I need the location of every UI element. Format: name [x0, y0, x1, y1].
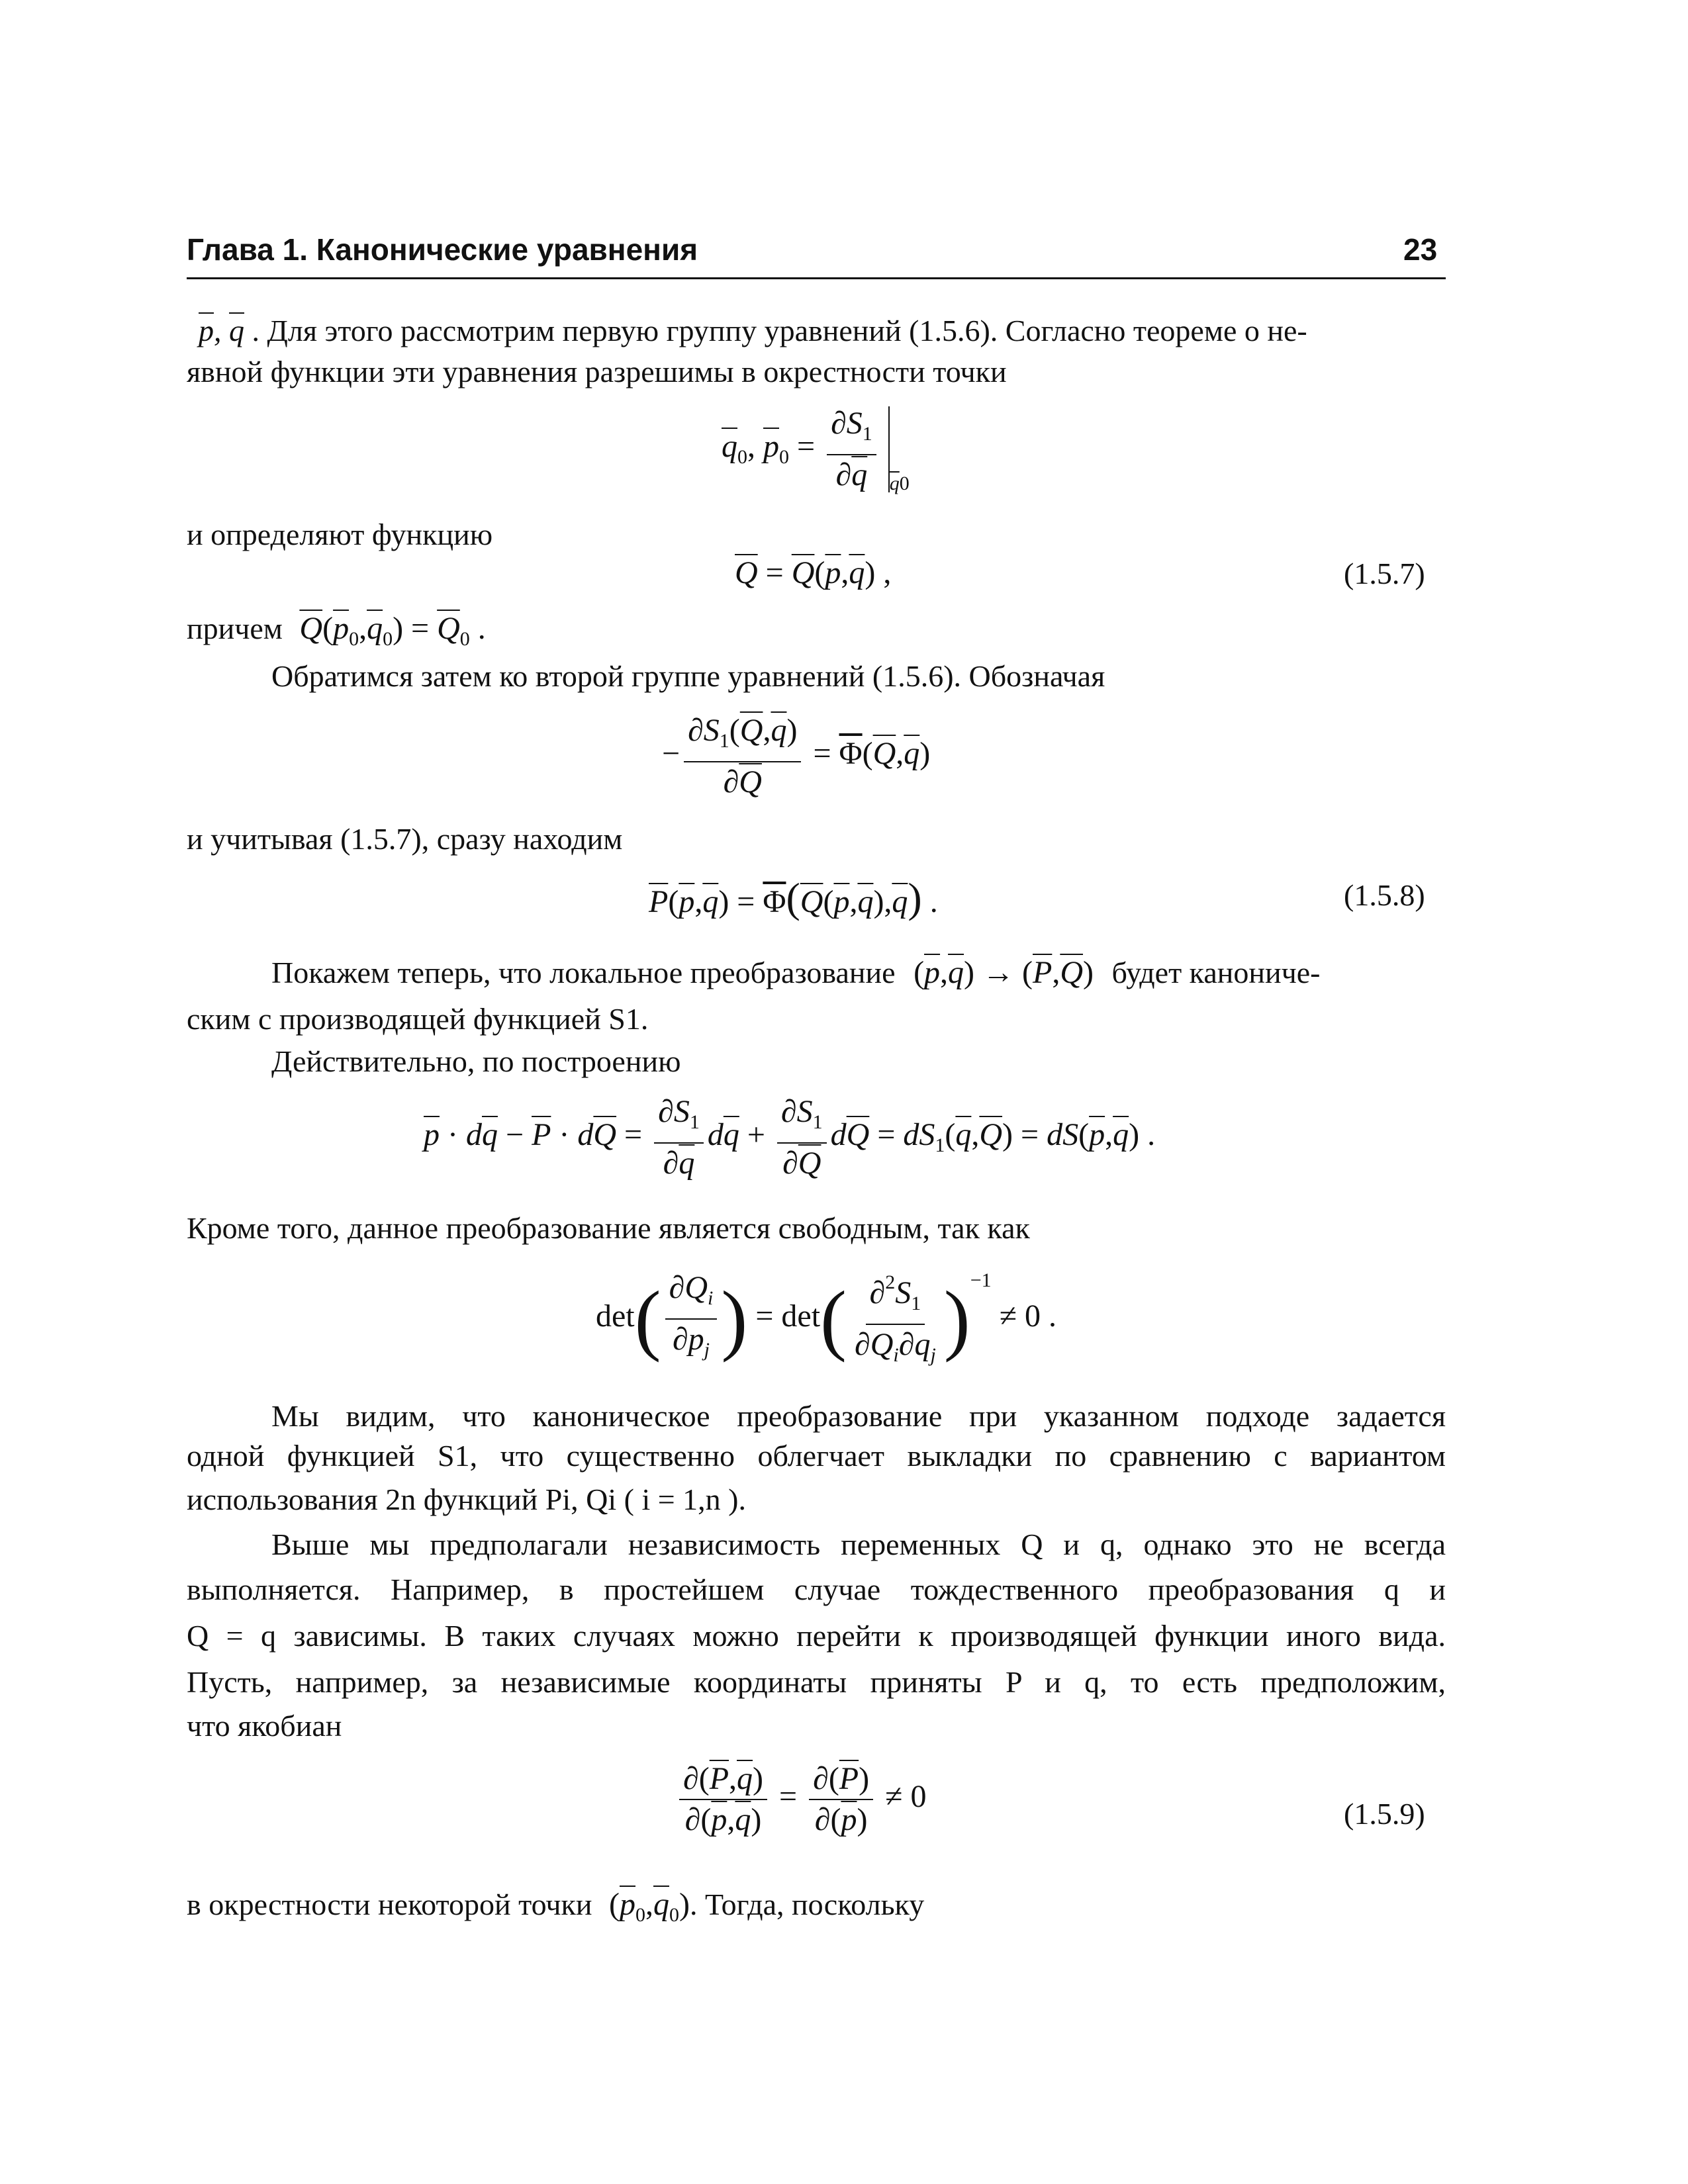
vars-p-q: $\overline{p}$, $\overline{q}$: [199, 314, 244, 347]
paragraph-line-19: в окрестности некоторой точки $(\overline{p}_0,\overline{q}_0)$. Тогда, поскольку: [187, 1887, 925, 1926]
paragraph-line-9: Действительно, по построению: [271, 1044, 681, 1078]
line-4-prefix: причем: [187, 612, 283, 645]
line-19-b: . Тогда, поскольку: [689, 1888, 925, 1921]
line-7-a: Покажем теперь, что локальное преобразование: [271, 956, 896, 989]
paragraph-line-16: Q = q зависимы. В таких случаях можно перейти к производящей функции иного вида.: [187, 1619, 1446, 1653]
equation-1-5-9: $\frac{\partial(\overline{P},\overline{q})}{\partial(\overline{p},\overline{q})}$ = $\frac{\partial(\overline{P})}{\partial(\overline{p})}$ ≠ 0: [675, 1760, 926, 1839]
paragraph-line-3: и определяют функцию: [187, 518, 493, 551]
equation-point: $\overline{q}_0$, $\overline{p}_0$ = $\frac{\partial S_1}{\partial\overline{q}}$ $_{\overline{q}0}$: [722, 406, 910, 495]
line-11-text: Мы видим, что каноническое преобразование при указанном подходе задается: [271, 1399, 1446, 1433]
chapter-title: Глава 1. Канонические уравнения: [187, 232, 698, 267]
equation-det: det( $\frac{\partial Q_i}{\partial p_j}$ ) = det( $\frac{\partial^2S_1}{\partial Q_i\partial q_j}$ )$^{-1}$ ≠ 0 .: [596, 1264, 1056, 1374]
line-19-a: в окрестности некоторой точки: [187, 1888, 592, 1921]
line-7-b: будет канониче-: [1111, 956, 1321, 989]
paragraph-line-5: Обратимся затем ко второй группе уравнений (1.5.6). Обозначая: [271, 659, 1105, 693]
paragraph-line-7: Покажем теперь, что локальное преобразование $(\overline{p},\overline{q}) \to (\overline{P},\overline{Q})$ будет канониче-: [271, 955, 1321, 990]
paragraph-line-17: Пусть, например, за независимые координаты приняты P и q, то есть предположим,: [187, 1665, 1446, 1699]
paragraph-line-14: [187, 1525, 1446, 1565]
line-14-text: Выше мы предполагали независимость переменных Q и q, однако это не всегда: [271, 1527, 1446, 1561]
paragraph-line-1: [199, 311, 1446, 351]
paragraph-line-12: одной функцией S1, что существенно облегчает выкладки по сравнению с вариантом: [187, 1439, 1446, 1473]
paragraph-line-10: Кроме того, данное преобразование является свободным, так как: [187, 1211, 1030, 1245]
equation-1-5-8: $\overline{P}(\overline{p},\overline{q}) = \overline{\Phi}(\overline{Q}(\overline{p},\overline{q}),\overline{q})$ .: [649, 874, 938, 921]
equation-number-1-5-9: (1.5.9): [1344, 1797, 1425, 1831]
paragraph-line-13: использования 2n функций Pi, Qi ( i = 1,n ).: [187, 1482, 747, 1516]
paragraph-line-2: явной функции эти уравнения разрешимы в окрестности точки: [187, 355, 1007, 388]
page-number: 23: [1403, 232, 1438, 267]
header-rule: [187, 277, 1446, 279]
equation-number-1-5-7: (1.5.7): [1344, 557, 1425, 590]
equation-differential: $\overline{p} \cdot d\overline{q} - \overline{P} \cdot d\overline{Q}$ = $\frac{\partial S_1}{\partial\overline{q}}$ $d\overline{q}$ + $\frac{\partial S_1}{\partial\overline{Q}}$ $d\overline{Q} = dS_1(\overline{q},\overline{Q}) = dS(\overline{p},\overline{q})$ .: [424, 1094, 1156, 1181]
paragraph-line-18: что якобиан: [187, 1709, 342, 1743]
paragraph-line-6: и учитывая (1.5.7), сразу находим: [187, 822, 623, 856]
line-1-text: . Для этого рассмотрим первую группу уравнений (1.5.6). Согласно теореме о не-: [252, 314, 1307, 347]
paragraph-line-11: [187, 1396, 1446, 1436]
equation-number-1-5-8: (1.5.8): [1344, 878, 1425, 912]
paragraph-line-15: выполняется. Например, в простейшем случае тождественного преобразования q и: [187, 1572, 1446, 1606]
equation-1-5-7: $\overline{Q} = \overline{Q}(\overline{p},\overline{q})$ ,: [735, 555, 892, 590]
paragraph-line-8: ским с производящей функцией S1.: [187, 1002, 649, 1036]
paragraph-line-4: причем $\overline{Q}(\overline{p}_0,\overline{q}_0) = \overline{Q}_0$ .: [187, 611, 486, 650]
equation-phi: − $\frac{\partial S_1(\overline{Q},\overline{q})}{\partial\overline{Q}}$ = $\overline{\Phi}(\overline{Q},\overline{q})$: [662, 713, 931, 799]
